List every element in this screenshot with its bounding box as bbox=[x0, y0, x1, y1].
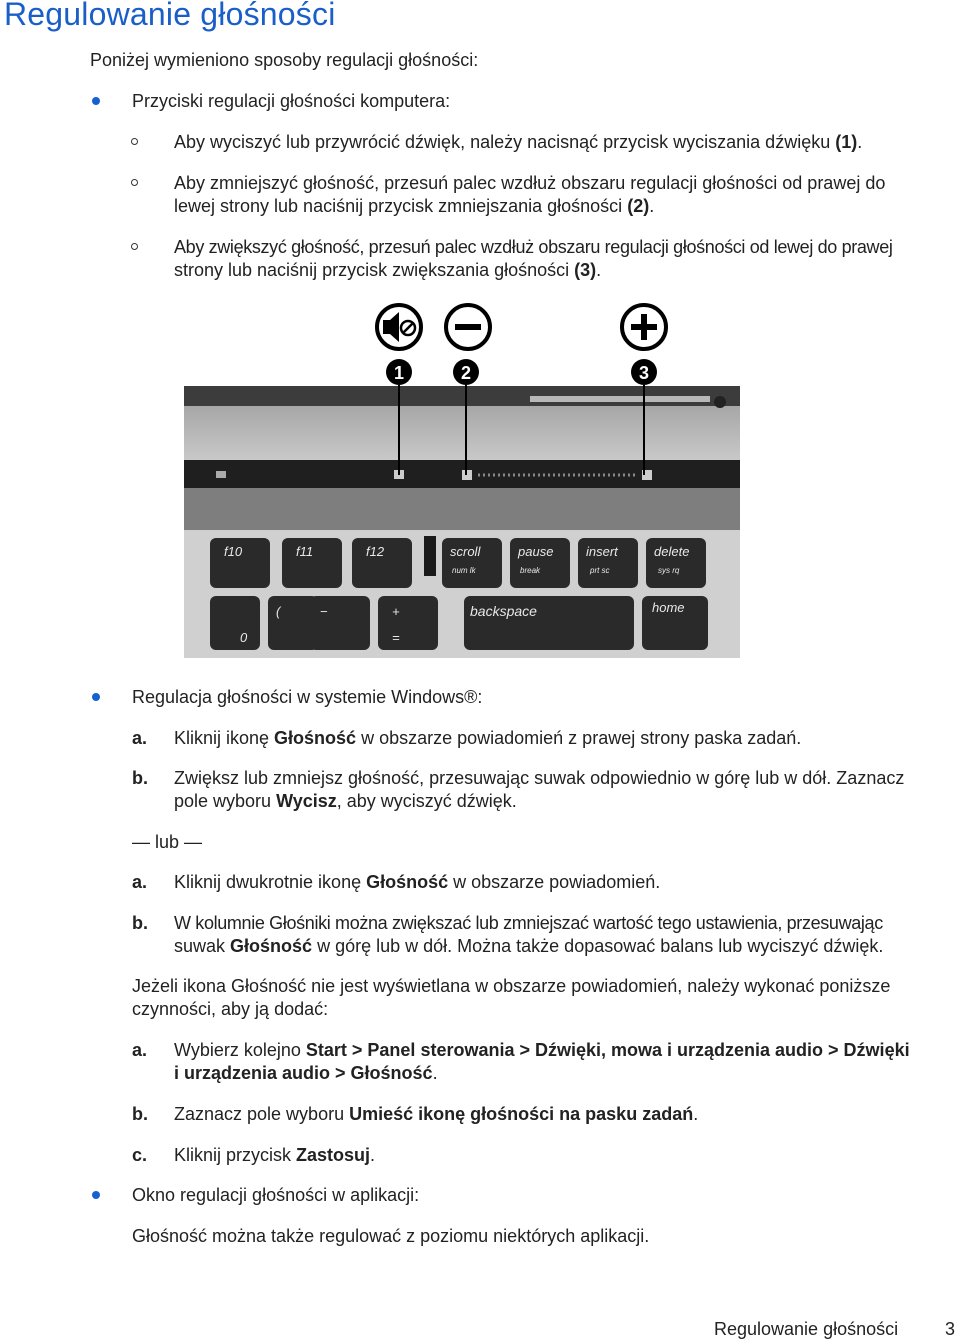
note-line2: czynności, aby ją dodać: bbox=[132, 999, 329, 1019]
volume-up-icon bbox=[622, 305, 666, 349]
step-c3: Kliknij przycisk Zastosuj. bbox=[174, 1145, 376, 1165]
bullet-marker bbox=[92, 693, 100, 701]
step-label: c. bbox=[132, 1145, 148, 1165]
volume-down-icon bbox=[446, 305, 490, 349]
step-label: b. bbox=[132, 768, 148, 788]
svg-text:break: break bbox=[520, 566, 541, 575]
keyboard-volume-figure bbox=[180, 300, 742, 662]
bullet1-label: Przyciski regulacji głośności komputera: bbox=[132, 91, 451, 111]
intro-text: Poniżej wymieniono sposoby regulacji głośności: bbox=[90, 50, 479, 70]
or-separator: — lub — bbox=[132, 832, 203, 852]
step-a3-line1: Wybierz kolejno Start > Panel sterowania > Dźwięki, mowa i urządzenia audio > Dźwięki bbox=[174, 1040, 910, 1060]
svg-text:(: ( bbox=[276, 604, 281, 619]
step-b1-line2: pole wyboru Wycisz, aby wyciszyć dźwięk. bbox=[174, 791, 517, 811]
svg-text:1: 1 bbox=[393, 363, 405, 383]
mute-icon bbox=[377, 305, 421, 349]
page-title: Regulowanie głośności bbox=[4, 0, 336, 32]
laptop-panel bbox=[184, 386, 740, 536]
svg-text:scroll: scroll bbox=[450, 544, 481, 559]
step-a1: Kliknij ikonę Głośność w obszarze powiadomień z prawej strony paska zadań. bbox=[174, 728, 802, 748]
svg-text:backspace: backspace bbox=[470, 603, 537, 619]
svg-text:num lk: num lk bbox=[452, 566, 476, 575]
sub-bullet-marker bbox=[131, 243, 138, 250]
item3-line1: Aby zwiększyć głośność, przesuń palec wzdłuż obszaru regulacji głośności od lewej do prawej bbox=[174, 237, 893, 257]
step-b2-line1: W kolumnie Głośniki można zwiększać lub zmniejszać wartość tego ustawienia, przesuwając bbox=[174, 913, 883, 933]
step-a2: Kliknij dwukrotnie ikonę Głośność w obszarze powiadomień. bbox=[174, 872, 661, 892]
sub-bullet-marker bbox=[131, 138, 138, 145]
svg-text:+: + bbox=[392, 604, 400, 619]
step-a3-line2: i urządzenia audio > Głośność. bbox=[174, 1063, 438, 1083]
item1-text: Aby wyciszyć lub przywrócić dźwięk, należy nacisnąć przycisk wyciszania dźwięku (1). bbox=[174, 132, 863, 152]
svg-text:insert: insert bbox=[586, 544, 618, 559]
page-number: 3 bbox=[945, 1319, 956, 1339]
svg-text:pause: pause bbox=[518, 544, 554, 559]
bullet3-text: Głośność można także regulować z poziomu niektórych aplikacji. bbox=[132, 1226, 650, 1246]
step-label: a. bbox=[132, 1040, 148, 1060]
bullet2-label: Regulacja głośności w systemie Windows®: bbox=[132, 687, 483, 707]
svg-text:sys rq: sys rq bbox=[658, 566, 680, 575]
step-b1-line1: Zwiększ lub zmniejsz głośność, przesuwając suwak odpowiednio w górę lub w dół. Zaznacz bbox=[174, 768, 905, 788]
svg-text:f11: f11 bbox=[296, 544, 314, 559]
svg-text:=: = bbox=[392, 630, 400, 645]
step-b2-line2: suwak Głośność w górę lub w dół. Można także dopasować balans lub wyciszyć dźwięk. bbox=[174, 936, 884, 956]
bullet-marker bbox=[92, 97, 100, 105]
step-label: a. bbox=[132, 728, 148, 748]
step-label: b. bbox=[132, 913, 148, 933]
svg-text:2: 2 bbox=[460, 363, 472, 383]
item3-line2: strony lub naciśnij przycisk zwiększania głośności (3). bbox=[174, 260, 602, 280]
callout-1 bbox=[386, 359, 412, 385]
step-label: b. bbox=[132, 1104, 148, 1124]
bullet3-label: Okno regulacji głośności w aplikacji: bbox=[132, 1185, 420, 1205]
note-line1: Jeżeli ikona Głośność nie jest wyświetlana w obszarze powiadomień, należy wykonać poniższe bbox=[132, 976, 891, 996]
svg-text:0: 0 bbox=[240, 630, 248, 645]
svg-text:delete: delete bbox=[654, 544, 690, 559]
svg-text:home: home bbox=[652, 600, 685, 615]
footer-title: Regulowanie głośności bbox=[714, 1319, 899, 1339]
svg-text:3: 3 bbox=[638, 363, 650, 383]
callout-3 bbox=[631, 359, 657, 385]
bullet-marker bbox=[92, 1191, 100, 1199]
item2-line1: Aby zmniejszyć głośność, przesuń palec wzdłuż obszaru regulacji głośności od prawej do bbox=[174, 173, 886, 193]
svg-text:prt sc: prt sc bbox=[590, 566, 610, 575]
step-label: a. bbox=[132, 872, 148, 892]
item2-line2: lewej strony lub naciśnij przycisk zmniejszania głośności (2). bbox=[174, 196, 655, 216]
step-b3: Zaznacz pole wyboru Umieść ikonę głośności na pasku zadań. bbox=[174, 1104, 699, 1124]
sub-bullet-marker bbox=[131, 179, 138, 186]
svg-text:f12: f12 bbox=[366, 544, 385, 559]
svg-text:−: − bbox=[320, 604, 328, 619]
keyboard bbox=[184, 530, 740, 658]
callout-2 bbox=[453, 359, 479, 385]
svg-text:f10: f10 bbox=[224, 544, 243, 559]
